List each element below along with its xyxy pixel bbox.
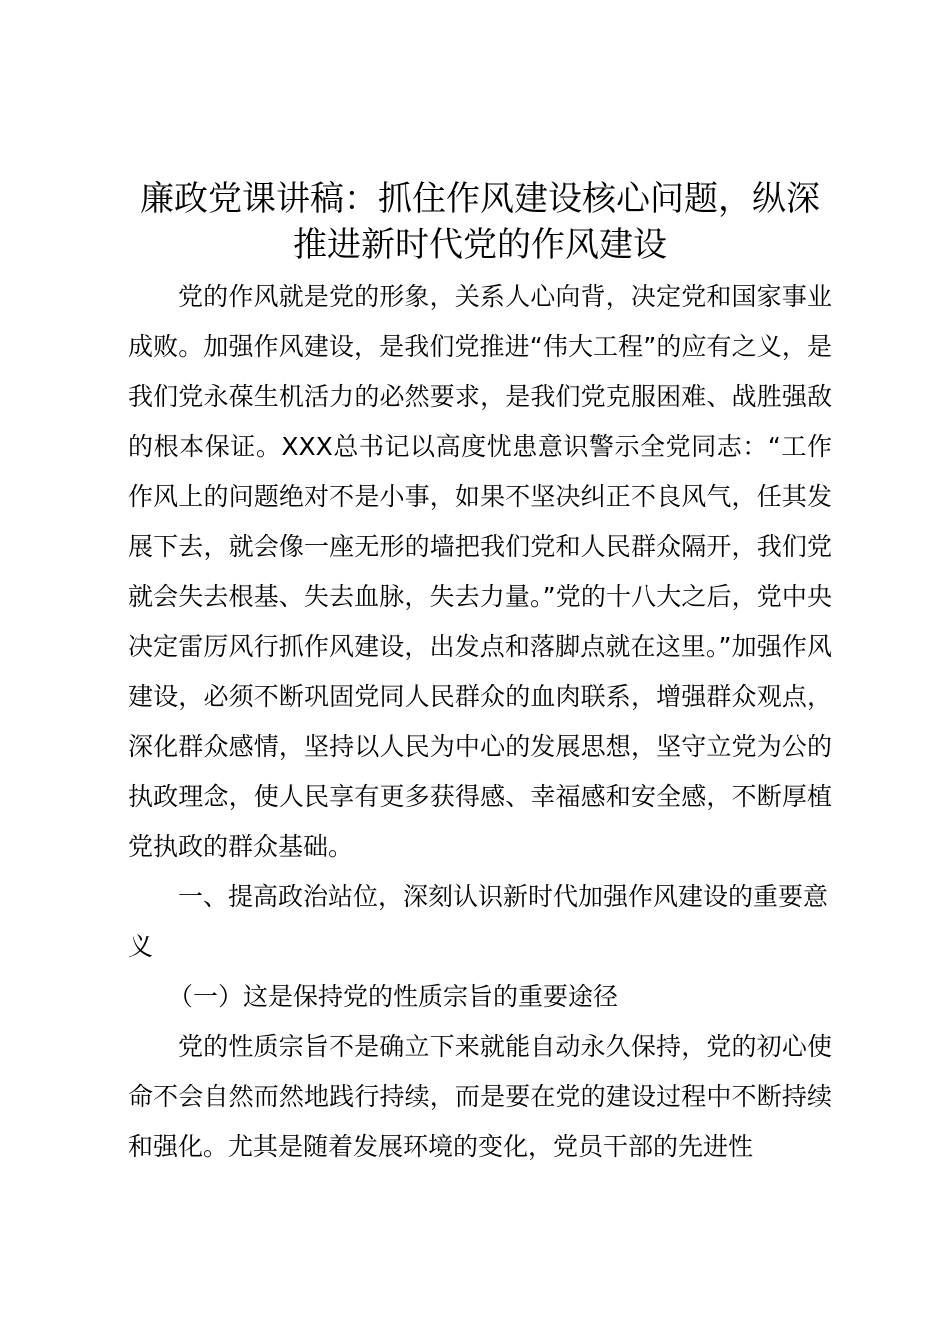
intro-paragraph: 党的作风就是党的形象，关系人心向背，决定党和国家事业成败。加强作风建设，是我们党推进“伟大工程”的应有之义，是我们党永葆生机活力的必然要求，是我们党克服困难、战胜强敌的根本保证。XXX总书记以高度忧患意识警示全党同志：“工作作风上的问题绝对不是小事，如果不坚决纠正不良风气，任其发展下去，就会像一座无形的墙把我们党和人民群众隔开，我们党就会失去根基、失去血脉，失去力量。”党的十八大之后，党中央决定雷厉风行抓作风建设，出发点和落脚点就在这里。”加强作风建设，必须不断巩固党同人民群众的血肉联系，增强群众观点，深化群众感情，坚持以人民为中心的发展思想，坚守立党为公的执政理念，使人民享有更多获得感、幸福感和安全感，不断厚植党执政的群众基础。 (128, 282, 832, 861)
section-heading-1: 一、提高政治站位，深刻认识新时代加强作风建设的重要意义 (128, 882, 829, 961)
body-paragraph-2: 党的性质宗旨不是确立下来就能自动永久保持，党的初心使命不会自然而然地践行持续，而是要在党的建设过程中不断持续和强化。尤其是随着发展环境的变化，党员干部的先进性 (128, 1032, 832, 1161)
document-title: 廉政党课讲稿：抓住作风建设核心问题，纵深推进新时代党的作风建设 (140, 179, 820, 265)
subsection-heading-1: （一）这是保持党的性质宗旨的重要途径 (168, 982, 619, 1011)
document-body (128, 176, 832, 1172)
